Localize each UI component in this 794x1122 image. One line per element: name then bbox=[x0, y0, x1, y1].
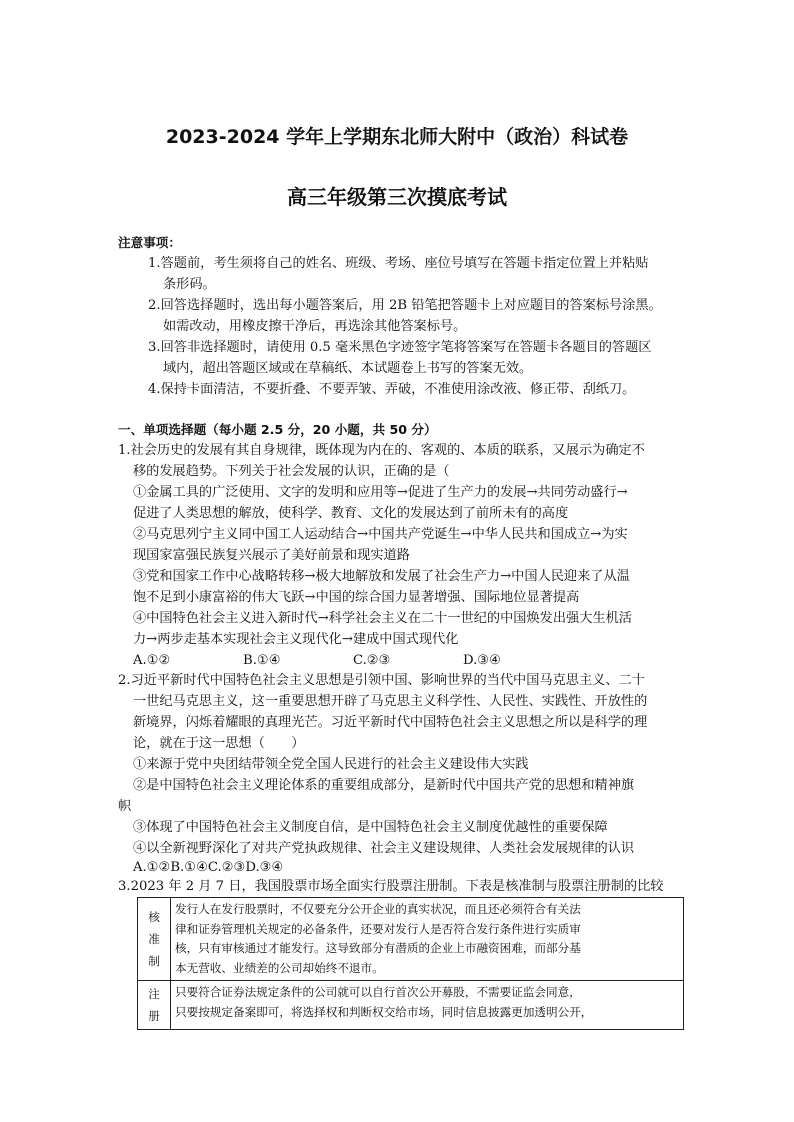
q1-item: 现国家富强民族复兴展示了美好前景和现实道路 bbox=[133, 548, 410, 563]
header-char: 核 bbox=[148, 910, 160, 924]
q1-stem: 1.社会历史的发展有其自身规律，既体现为内在的、客观的、本质的联系，又展示为确定不 bbox=[118, 443, 645, 458]
row-content-registration bbox=[171, 981, 684, 1030]
notice-heading: 注意事项： bbox=[118, 235, 181, 250]
q2-stem: 论，就在于这一思想（ ） bbox=[133, 736, 305, 751]
q1-item: 饱不足到小康富裕的伟大飞跃→中国的综合国力显著增强、国际地位显著提高 bbox=[133, 590, 580, 605]
q3-stem: 3.2023 年 2 月 7 日，我国股票市场全面实行股票注册制。下表是核准制与股票注册制的比较 bbox=[118, 879, 664, 894]
q1-stem: 移的发展趋势。下列关于社会发展的认识，正确的是（ bbox=[133, 464, 450, 479]
q2-item: ④以全新视野深化了对共产党执政规律、社会主义建设规律、人类社会发展规律的认识 bbox=[133, 841, 635, 856]
header-char: 准 bbox=[148, 932, 160, 946]
notice-line: 如需改动，用橡皮擦干净后，再选涂其他答案标号。 bbox=[163, 319, 467, 334]
q1-item: ①金属工具的广泛使用、文字的发明和应用等→促进了生产力的发展→共同劳动盛行→ bbox=[133, 485, 628, 500]
q1-option-c: C.②③ bbox=[353, 653, 391, 668]
notice-line: 4.保持卡面清洁，不要折叠、不要弄皱、弄破，不准使用涂改液、修正带、刮纸刀。 bbox=[148, 382, 636, 397]
notice-line: 1.答题前，考生须将自己的姓名、班级、考场、座位号填写在答题卡指定位置上并粘贴 bbox=[148, 256, 649, 271]
q1-item: ④中国特色社会主义进入新时代→科学社会主义在二十一世纪的中国焕发出强大生机活 bbox=[133, 611, 632, 626]
cell-line: 只要按规定备案即可，将选择权和判断权交给市场，同时信息披露更加透明公开， bbox=[175, 1004, 593, 1019]
q2-stem: 新境界，闪烁着耀眼的真理光芒。习近平新时代中国特色社会主义思想之所以是科学的理 bbox=[133, 715, 648, 730]
row-content-approval bbox=[171, 898, 684, 981]
q1-item: ②马克思列宁主义同中国工人运动结合→中国共产党诞生→中华人民共和国成立→为实 bbox=[133, 527, 628, 542]
header-char: 注 bbox=[148, 987, 160, 1001]
row-header-registration bbox=[138, 981, 171, 1030]
q1-item: ③党和国家工作中心战略转移→极大地解放和发展了社会生产力→中国人民迎来了从温 bbox=[133, 569, 630, 584]
comparison-table bbox=[137, 897, 684, 1030]
q2-item: ①来源于党中央团结带领全党全国人民进行的社会主义建设伟大实践 bbox=[133, 757, 529, 772]
q1-option-b: B.①④ bbox=[243, 653, 281, 668]
notice-line: 2.回答选择题时，选出每小题答案后，用 2B 铅笔把答题卡上对应题目的答案标号涂黑。 bbox=[148, 298, 662, 313]
q2-options: A.①②B.①④C.②③D.③④ bbox=[133, 860, 284, 875]
q2-stem: 一世纪马克思主义，这一重要思想开辟了马克思主义科学性、人民性、实践性、开放性的 bbox=[133, 694, 648, 709]
header-char: 册 bbox=[148, 1009, 160, 1023]
header-char: 制 bbox=[148, 954, 160, 968]
q2-item: ②是中国特色社会主义理论体系的重要组成部分，是新时代中国共产党的思想和精神旗 bbox=[133, 778, 635, 793]
q2-item: ③体现了中国特色社会主义制度自信，是中国特色社会主义制度优越性的重要保障 bbox=[133, 820, 608, 835]
table-row bbox=[138, 898, 684, 981]
exam-subtitle: 高三年级第三次摸底考试 bbox=[287, 185, 507, 209]
section-heading: 一、单项选择题（每小题 2.5 分，20 小题，共 50 分） bbox=[118, 422, 437, 437]
cell-line: 律和证券管理机关规定的必备条件，还要对发行人是否符合发行条件进行实质审 bbox=[175, 921, 581, 936]
q1-item: 促进了人类思想的解放，使科学、教育、文化的发展达到了前所未有的高度 bbox=[133, 506, 569, 521]
notice-line: 域内，超出答题区域或在草稿纸、本试题卷上书写的答案无效。 bbox=[163, 361, 533, 376]
cell-line: 本无营收、业绩差的公司却始终不退市。 bbox=[175, 960, 384, 975]
q1-option-a: A.①② bbox=[133, 653, 171, 668]
table-row bbox=[138, 981, 684, 1030]
q2-stem: 2.习近平新时代中国特色社会主义思想是引领中国、影响世界的当代中国马克思主义、二十 bbox=[118, 673, 645, 688]
cell-line: 核，只有审核通过才能发行。这导致部分有潜质的企业上市融资困难，而部分基 bbox=[175, 941, 581, 955]
q1-item: 力→两步走基本实现社会主义现代化→建成中国式现代化 bbox=[133, 632, 459, 647]
row-header-approval bbox=[138, 898, 171, 981]
q2-item: 帜 bbox=[118, 799, 132, 814]
exam-title: 2023-2024 学年上学期东北师大附中（政治）科试卷 bbox=[165, 126, 629, 148]
cell-line: 只要符合证券法规定条件的公司就可以自行首次公开募股，不需要证监会同意， bbox=[175, 985, 581, 999]
notice-line: 条形码。 bbox=[163, 277, 216, 292]
notice-line: 3.回答非选择题时，请使用 0.5 毫米黑色字迹签字笔将答案写在答题卡各题目的答题区 bbox=[148, 340, 652, 355]
cell-line: 发行人在发行股票时，不仅要充分公开企业的真实状况，而且还必须符合有关法 bbox=[175, 902, 581, 916]
q1-option-d: D.③④ bbox=[463, 653, 501, 668]
